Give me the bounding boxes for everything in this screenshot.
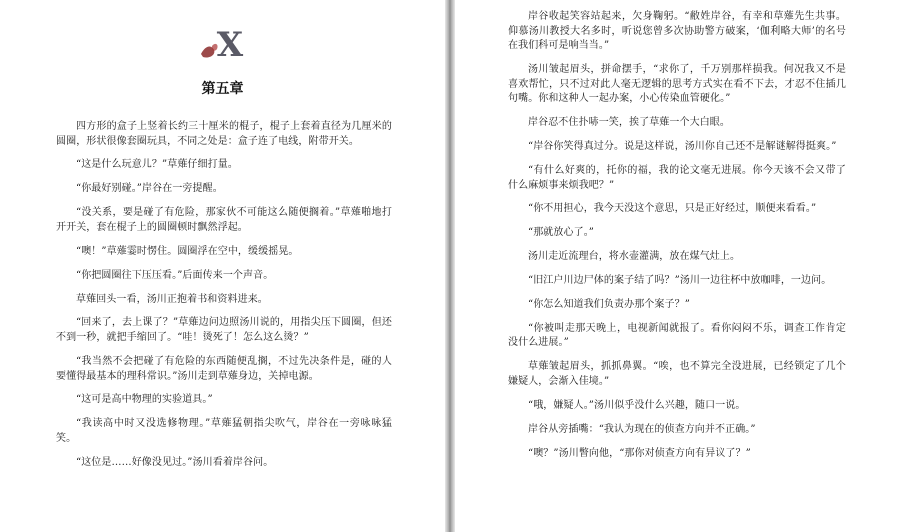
- paragraph: 岸谷收起笑容站起来，欠身鞠躬。“敝姓岸谷，有幸和草薙先生共事。仰慕汤川教授大名多时，听说您曾多次协助警方破案，‘伽利略大师’的名号在我们科可是响当当。”: [508, 11, 846, 52]
- paragraph: “岸谷你笑得真过分。说是这样说，汤川你自己还不是解谜解得挺爽。”: [528, 141, 837, 153]
- paragraph: “没关系，要是碰了有危险，那家伙不可能这么随便搁着。”草薙啪地打开开关，套在棍子上的圆圈顿时飘然浮起。: [56, 207, 392, 233]
- paragraph: “你最好别碰。”岸谷在一旁提醒。: [76, 183, 223, 195]
- left-page: [0, 0, 445, 532]
- paragraph: 四方形的盒子上竖着长约三十厘米的棍子，棍子上套着直径为几厘米的圆圈，形状很像套圈玩具，不同之处是：盒子连了电线，附带开关。: [56, 121, 392, 147]
- paragraph: “回来了，去上课了？”草薙边问边照汤川说的，用指尖压下圆圈，但还不到一秒，就把手缩回了。“哇！烫死了！怎么这么烫？”: [56, 317, 392, 344]
- paragraph: “这位是……好像没见过。”汤川看着岸谷问。: [76, 456, 274, 468]
- paragraph: 草薙皱起眉头，抓抓鼻翼。“唉，也不算完全没进展，已经锁定了几个嫌疑人，会渐入佳境。”: [508, 361, 846, 387]
- paragraph: “你怎么知道我们负责办那个案子？”: [528, 298, 690, 310]
- paragraph: “这可是高中物理的实验道具。”: [76, 394, 213, 406]
- paragraph: “噢？”汤川瞥向他，“那你对侦查方向有异议了？”: [528, 447, 751, 459]
- paragraph: 汤川皱起眉头，拼命摆手，“求你了，千万别那样损我。何况我又不是喜欢帮忙，只不过对此人毫无逻辑的思考方式实在看不下去，才忍不住插几句嘴。你和这种人一起办案，小心传染血管硬化。”: [508, 64, 846, 105]
- paragraph: “你被叫走那天晚上，电视新闻就报了。看你闷闷不乐，调查工作肯定没什么进展。”: [508, 322, 846, 349]
- paragraph: “这是什么玩意儿？”草薙仔细打量。: [76, 159, 238, 171]
- paragraph: “旧江户川边尸体的案子结了吗？”汤川一边往杯中放咖啡，一边问。: [528, 275, 832, 287]
- chapter-x-logo: [197, 24, 247, 64]
- book-gutter: [445, 0, 455, 532]
- paragraph: 岸谷忍不住扑哧一笑，挨了草薙一个大白眼。: [528, 117, 730, 129]
- paragraph: 汤川走近流理台，将水壶灌满，放在煤气灶上。: [528, 251, 741, 263]
- paragraph: “你不用担心，我今天没这个意思，只是正好经过，顺便来看看。”: [528, 203, 817, 215]
- chapter-title: 第五章: [201, 81, 244, 97]
- paragraph: “你把圆圈往下压压看。”后面传来一个声音。: [76, 269, 274, 281]
- left-page-body: [56, 120, 392, 480]
- paragraph: “我当然不会把碰了有危险的东西随便乱搁，不过先决条件是，碰的人要懂得最基本的理科常识。”汤川走到草薙身边，关掉电源。: [56, 355, 392, 382]
- paragraph: 岸谷从旁插嘴：“我认为现在的侦查方向并不正确。”: [528, 423, 756, 435]
- paragraph: “噢！”草薙霎时愣住。圆圈浮在空中，缓缓摇晃。: [76, 245, 299, 257]
- paragraph: 草薙回头一看，汤川正抱着书和资料进来。: [76, 293, 268, 305]
- paragraph: “哦，嫌疑人。”汤川似乎没什么兴趣，随口一说。: [528, 399, 746, 411]
- paragraph: “有什么好爽的，托你的福，我的论文毫无进展。你今天该不会又带了什么麻烦事来烦我吧？”: [508, 164, 846, 191]
- right-page: [455, 0, 900, 532]
- logo-letter: X: [216, 25, 244, 64]
- paragraph: “我读高中时又没选修物理。”草薙猛朝指尖吹气，岸谷在一旁咏咏猛笑。: [56, 418, 392, 444]
- paragraph: “那就放心了。”: [528, 227, 595, 239]
- right-page-body: [508, 10, 846, 471]
